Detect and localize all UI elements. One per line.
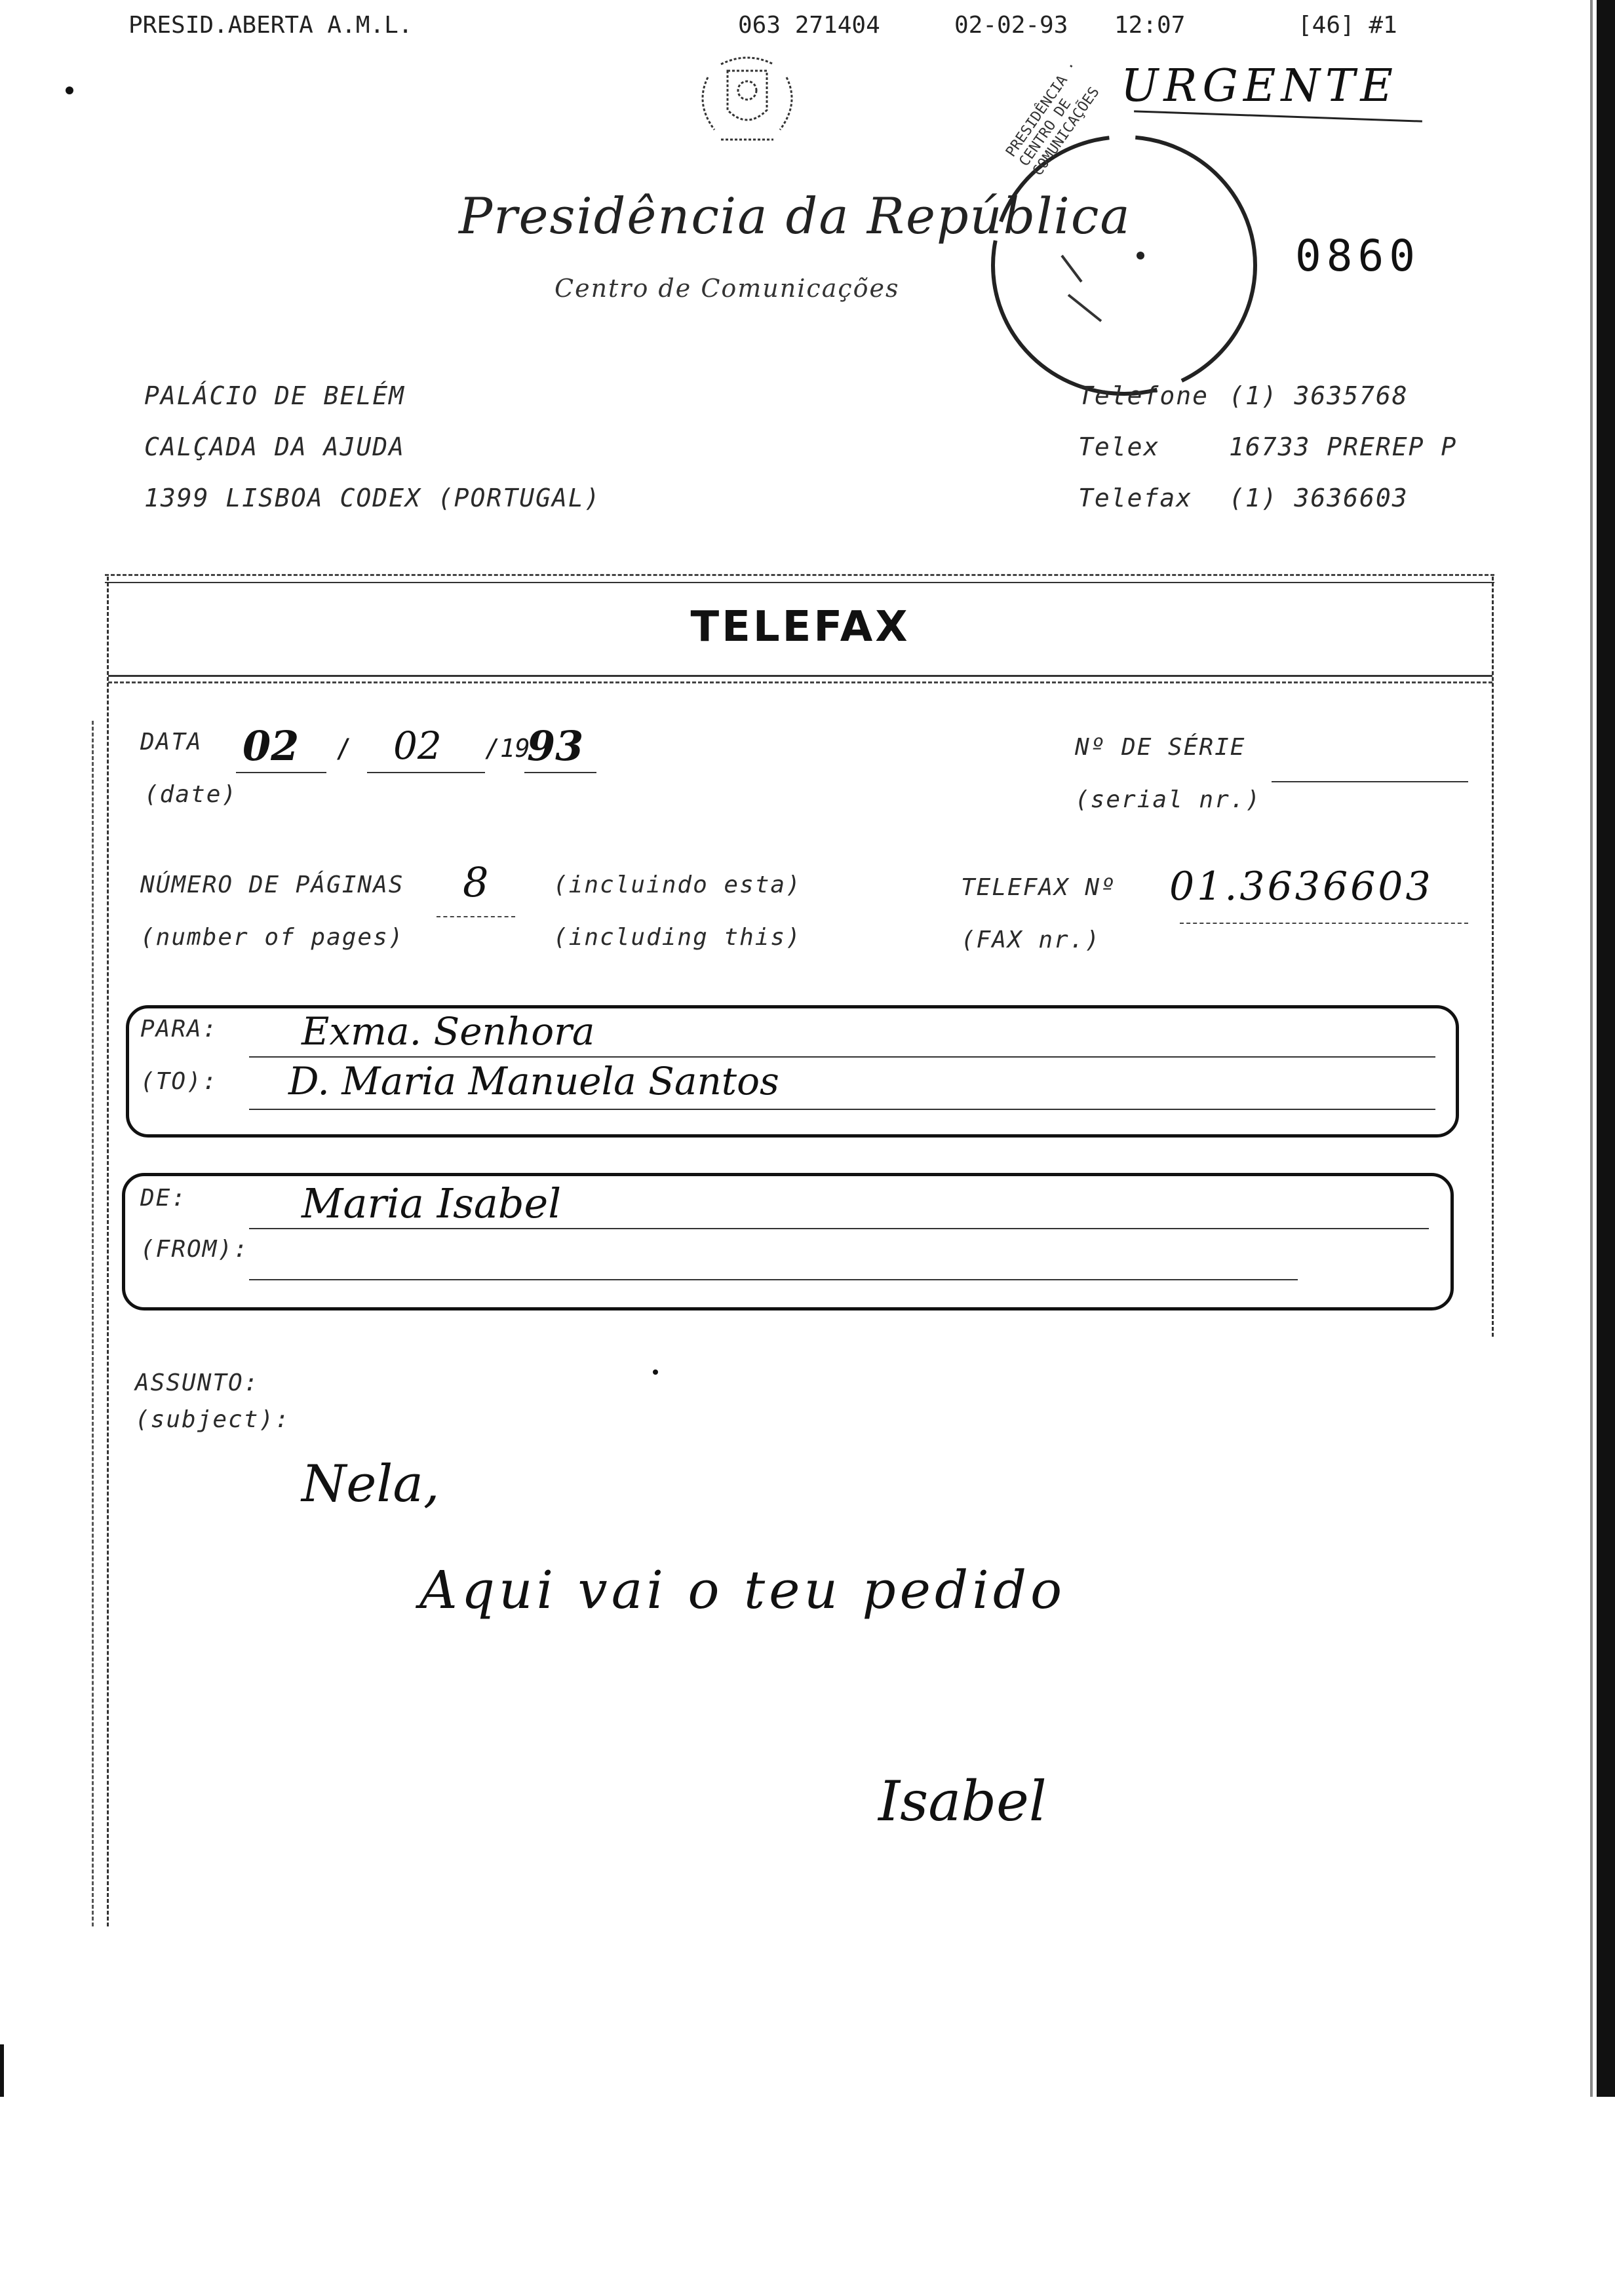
margin-line — [92, 721, 94, 1926]
including-label-en: (including this) — [553, 924, 802, 951]
date-year-line — [524, 772, 596, 773]
pages-line — [437, 916, 515, 917]
fax-number-label: TELEFAX Nº — [961, 874, 1116, 901]
speck — [653, 1369, 658, 1375]
to-field-line-1 — [249, 1056, 1435, 1058]
date-slash: / — [336, 734, 352, 764]
form-heading: TELEFAX — [690, 603, 910, 651]
speck — [66, 86, 73, 94]
fax-time: 12:07 — [1114, 12, 1186, 39]
to-label-en: (TO): — [140, 1068, 218, 1095]
address-block — [144, 370, 601, 524]
form-left-border — [107, 577, 109, 1926]
date-label-en: (date) — [144, 781, 238, 808]
scan-edge — [1597, 0, 1615, 2097]
message-greeting: Nela, — [302, 1455, 440, 1514]
heading-rule-2 — [108, 681, 1492, 683]
fax-page-marker: [46] #1 — [1298, 12, 1397, 39]
date-year: 93 — [527, 722, 584, 770]
pages-value: 8 — [463, 858, 489, 906]
from-value: Maria Isabel — [302, 1179, 562, 1227]
address-line-1: PALÁCIO DE BELÉM — [144, 381, 406, 410]
message-signature: Isabel — [878, 1769, 1047, 1833]
to-line-1: Exma. Senhora — [302, 1009, 595, 1054]
from-label: DE: — [140, 1185, 187, 1212]
fax-sender-id: PRESID.ABERTA A.M.L. — [128, 12, 413, 39]
fax-number-line — [1180, 923, 1468, 924]
to-field-line-2 — [249, 1109, 1435, 1110]
urgent-stamp: URGENTE — [1121, 60, 1398, 112]
contact-label-telex: Telex — [1078, 432, 1160, 461]
date-month: 02 — [393, 723, 442, 768]
fax-phone: 063 271404 — [738, 12, 880, 39]
date-century: /19 — [485, 734, 530, 763]
form-top-rule — [105, 574, 1494, 576]
serial-label-en: (serial nr.) — [1075, 786, 1262, 813]
message-body: Aqui vai o teu pedido — [419, 1559, 1066, 1620]
pages-label-en: (number of pages) — [140, 924, 404, 951]
fax-number-label-en: (FAX nr.) — [961, 927, 1101, 953]
date-month-line — [367, 772, 485, 773]
to-label: PARA: — [140, 1016, 218, 1043]
date-label: DATA — [140, 729, 203, 756]
seal-stamp-icon — [977, 124, 1265, 406]
from-field-line-2 — [249, 1279, 1298, 1280]
page-number-stamp: 0860 — [1295, 231, 1420, 281]
pages-label: NÚMERO DE PÁGINAS — [140, 871, 404, 898]
contact-label-telefax: Telefax — [1078, 484, 1193, 512]
address-line-3: 1399 LISBOA CODEX (PORTUGAL) — [144, 484, 601, 512]
contact-value-telefax: (1) 3636603 — [1229, 484, 1409, 512]
form-top-rule-2 — [105, 582, 1494, 583]
address-line-2: CALÇADA DA AJUDA — [144, 432, 406, 461]
letterhead-subtitle: Centro de Comunicações — [555, 274, 900, 303]
heading-rule — [108, 675, 1492, 677]
serial-line — [1272, 781, 1468, 782]
form-right-border — [1492, 577, 1494, 1337]
subject-label: ASSUNTO: — [135, 1369, 260, 1396]
contact-value-telex: 16733 PREREP P — [1229, 432, 1458, 461]
fax-date: 02-02-93 — [954, 12, 1068, 39]
letterhead-title: Presidência da República — [459, 187, 1131, 245]
to-line-2: D. Maria Manuela Santos — [288, 1059, 779, 1103]
including-label: (incluindo esta) — [553, 871, 802, 898]
seal-text: PRESIDÊNCIA · CENTRO DE COMUNICAÇÕES — [1003, 58, 1103, 180]
date-day: 02 — [243, 722, 300, 770]
from-field-line-1 — [249, 1228, 1429, 1229]
fax-number-value: 01.3636603 — [1169, 864, 1433, 909]
scan-edge-shade — [1590, 0, 1593, 2097]
subject-label-en: (subject): — [135, 1406, 290, 1433]
serial-label: Nº DE SÉRIE — [1075, 734, 1246, 761]
contact-label-phone: Telefone — [1078, 381, 1209, 410]
urgent-underline — [1134, 110, 1422, 122]
scan-mark — [0, 2044, 4, 2097]
coat-of-arms-icon — [682, 51, 813, 156]
contact-value-phone: (1) 3635768 — [1229, 381, 1409, 410]
date-day-line — [236, 772, 326, 773]
from-label-en: (FROM): — [140, 1236, 249, 1263]
